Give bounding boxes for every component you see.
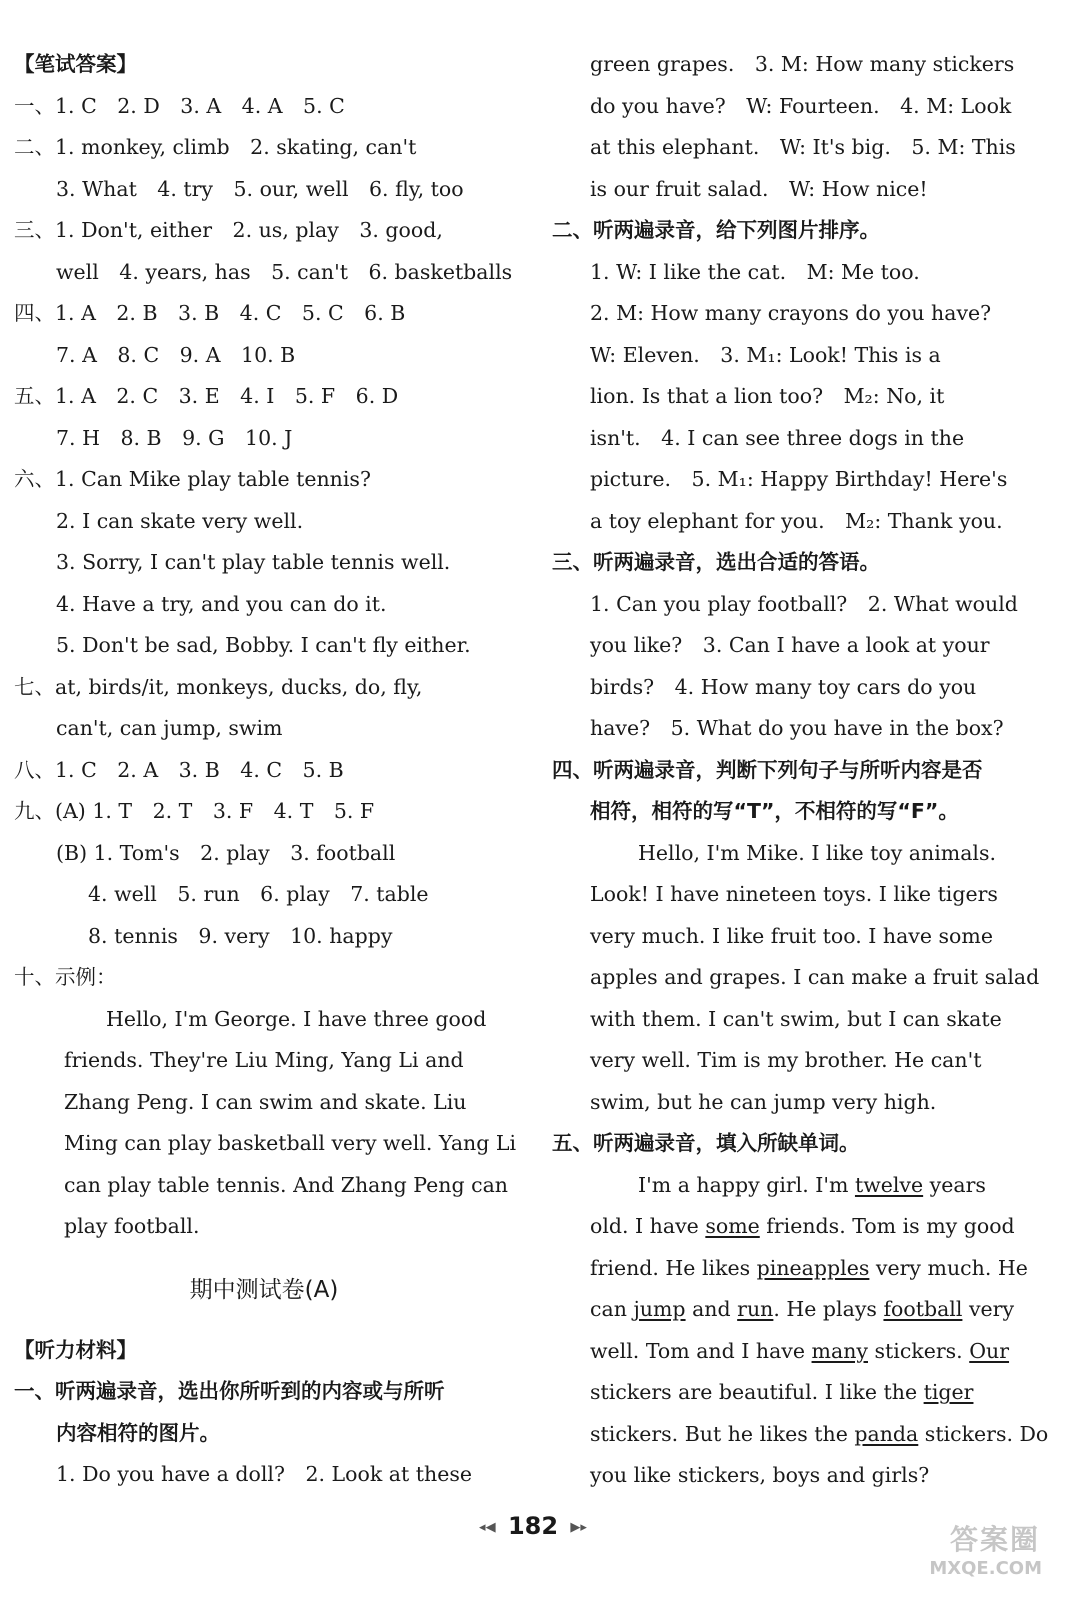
prev-arrow-icon: ◂◀	[479, 1519, 496, 1535]
answer-line: 九、(A) 1. T 2. T 3. F 4. T 5. F	[14, 799, 375, 823]
listening-line: 1. Can you play football? 2. What would	[590, 591, 1018, 616]
filled-word: run	[737, 1297, 774, 1321]
answer-line: 十、示例：	[14, 965, 117, 989]
listening-question-heading: 内容相符的图片。	[56, 1420, 220, 1445]
passage-line: apples and grapes. I can make a fruit salad	[590, 965, 1040, 989]
answer-line: 二、1. monkey, climb 2. skating, can't	[14, 135, 417, 159]
fill-blank-line: well. Tom and I have many stickers. Our	[590, 1338, 1010, 1363]
filled-word: pineapples	[756, 1255, 870, 1280]
listening-line: do you have? W: Fourteen. 4. M: Look	[590, 93, 1012, 118]
listening-line: lion. Is that a lion too? M₂: No, it	[590, 384, 945, 408]
passage-line: with them. I can't swim, but I can skate	[590, 1006, 1002, 1031]
passage-line: very much. I like fruit too. I have some	[590, 923, 993, 948]
fill-blank-line: I'm a happy girl. I'm twelve years	[638, 1172, 986, 1197]
sample-paragraph-line: play football.	[64, 1214, 200, 1238]
listening-heading: 【听力材料】	[14, 1337, 137, 1362]
passage-line: very well. Tim is my brother. He can't	[590, 1048, 982, 1072]
listening-line: 1. Do you have a doll? 2. Look at these	[56, 1462, 472, 1486]
passage-line: Look! I have nineteen toys. I like tigers	[590, 882, 998, 906]
answer-line: 4. well 5. run 6. play 7. table	[88, 882, 429, 906]
fill-blank-line: friend. He likes pineapples very much. He	[590, 1255, 1028, 1280]
passage-line: Hello, I'm Mike. I like toy animals.	[638, 840, 997, 865]
sample-paragraph-line: Ming can play basketball very well. Yang Li	[64, 1131, 517, 1155]
filled-word: some	[705, 1214, 760, 1238]
listening-line: isn't. 4. I can see three dogs in the	[590, 425, 965, 450]
answer-line: 五、1. A 2. C 3. E 4. I 5. F 6. D	[14, 384, 399, 408]
watermark-text: 答案圈	[949, 1523, 1040, 1556]
listening-line: picture. 5. M₁: Happy Birthday! Here's	[590, 467, 1008, 491]
answer-line: 一、1. C 2. D 3. A 4. A 5. C	[14, 93, 345, 118]
listening-line: 1. W: I like the cat. M: Me too.	[590, 259, 920, 284]
next-arrow-icon: ▶▸	[570, 1519, 587, 1535]
filled-word: panda	[854, 1421, 919, 1446]
written-answers-heading: 【笔试答案】	[14, 52, 137, 76]
answer-line: 七、at, birds/it, monkeys, ducks, do, fly,	[14, 674, 423, 699]
answer-line: (B) 1. Tom's 2. play 3. football	[56, 840, 396, 865]
passage-line: swim, but he can jump very high.	[590, 1089, 937, 1114]
answer-line: 四、1. A 2. B 3. B 4. C 5. C 6. B	[14, 301, 406, 325]
listening-line: have? 5. What do you have in the box?	[590, 716, 1004, 740]
sample-paragraph-line: can play table tennis. And Zhang Peng can	[64, 1172, 509, 1197]
answer-line: 4. Have a try, and you can do it.	[56, 591, 387, 616]
filled-word: tiger	[923, 1380, 974, 1404]
answer-line: 7. H 8. B 9. G 10. J	[56, 425, 293, 450]
filled-word: many	[811, 1338, 868, 1363]
answer-line: 5. Don't be sad, Bobby. I can't fly either.	[56, 633, 471, 657]
question-heading: 相符，相符的写“T”，不相符的写“F”。	[590, 799, 959, 823]
listening-line: birds? 4. How many toy cars do you	[590, 674, 977, 699]
answer-line: 8. tennis 9. very 10. happy	[88, 923, 393, 948]
answer-line: 3. What 4. try 5. our, well 6. fly, too	[56, 176, 464, 201]
filled-word: Our	[969, 1338, 1010, 1363]
answer-line: 八、1. C 2. A 3. B 4. C 5. B	[14, 757, 344, 782]
listening-line: is our fruit salad. W: How nice!	[590, 176, 928, 201]
listening-line: a toy elephant for you. M₂: Thank you.	[590, 508, 1003, 533]
filled-word: football	[883, 1297, 963, 1321]
question-heading: 五、听两遍录音，填入所缺单词。	[552, 1131, 860, 1155]
listening-line: you like? 3. Can I have a look at your	[590, 633, 990, 657]
watermark-url: MXQE.COM	[929, 1558, 1042, 1579]
section-title: 期中测试卷(A)	[189, 1276, 339, 1303]
answer-line: 3. Sorry, I can't play table tennis well.	[56, 550, 451, 574]
sample-paragraph-line: Hello, I'm George. I have three good	[106, 1006, 487, 1031]
answer-line: 三、1. Don't, either 2. us, play 3. good,	[14, 218, 443, 242]
listening-line: 2. M: How many crayons do you have?	[590, 301, 992, 325]
fill-blank-line: stickers. But he likes the panda stickers. Do	[590, 1421, 1049, 1446]
right-column	[552, 44, 1049, 1497]
fill-blank-line: you like stickers, boys and girls?	[590, 1463, 930, 1487]
answer-line: can't, can jump, swim	[56, 716, 283, 740]
sample-paragraph-line: Zhang Peng. I can swim and skate. Liu	[64, 1089, 467, 1114]
answer-line: well 4. years, has 5. can't 6. basketballs	[56, 259, 513, 284]
listening-line: at this elephant. W: It's big. 5. M: This	[590, 135, 1016, 159]
fill-blank-line: old. I have some friends. Tom is my good	[590, 1214, 1015, 1238]
watermark-logo	[898, 1518, 1048, 1588]
question-heading: 三、听两遍录音，选出合适的答语。	[552, 550, 880, 574]
question-heading: 二、听两遍录音，给下列图片排序。	[552, 218, 880, 242]
answer-line: 7. A 8. C 9. A 10. B	[56, 342, 296, 367]
page-number: 182	[507, 1512, 559, 1540]
listening-line: W: Eleven. 3. M₁: Look! This is a	[590, 342, 941, 367]
answer-line: 2. I can skate very well.	[56, 508, 304, 533]
listening-line: green grapes. 3. M: How many stickers	[590, 52, 1015, 76]
fill-blank-line: stickers are beautiful. I like the tiger	[590, 1380, 974, 1404]
listening-question-heading: 一、听两遍录音，选出你所听到的内容或与所听	[14, 1379, 445, 1403]
question-heading: 四、听两遍录音，判断下列句子与所听内容是否	[552, 757, 983, 782]
fill-blank-line: can jump and run. He plays football very	[590, 1297, 1015, 1321]
answer-line: 六、1. Can Mike play table tennis?	[14, 467, 371, 491]
filled-word: twelve	[854, 1172, 924, 1197]
sample-paragraph-line: friends. They're Liu Ming, Yang Li and	[64, 1048, 464, 1072]
filled-word: jump	[633, 1297, 686, 1321]
left-column	[14, 44, 517, 1496]
